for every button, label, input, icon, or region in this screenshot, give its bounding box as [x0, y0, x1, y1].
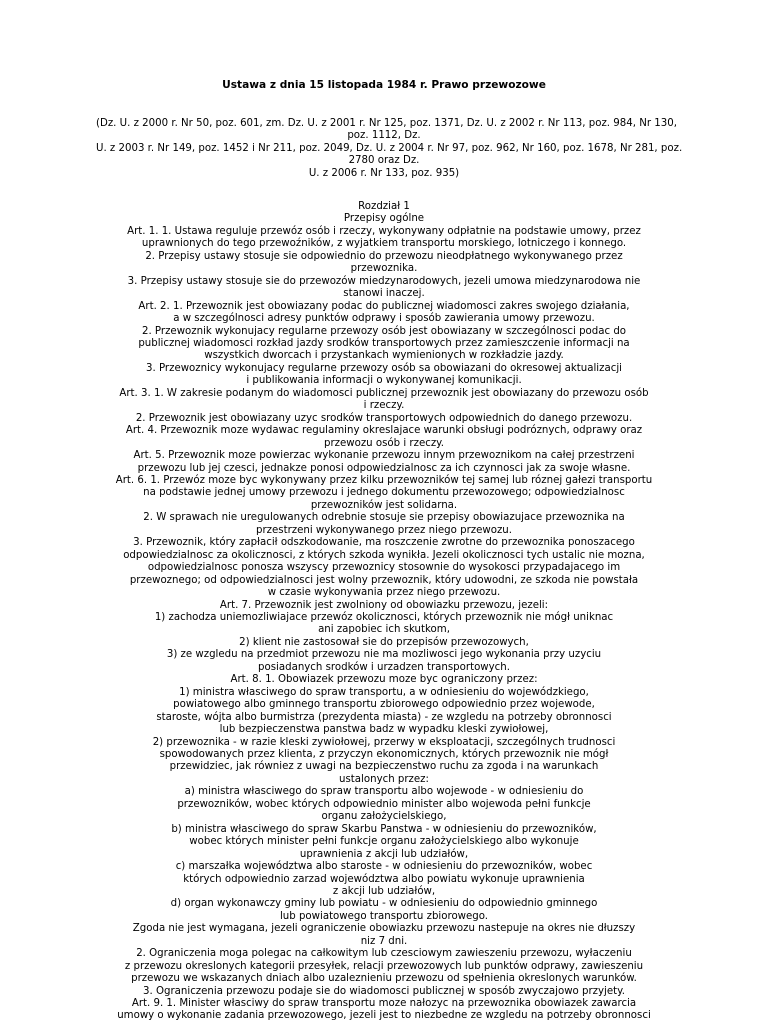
body-line: Art. 5. Przewoznik moze powierzac wykonanie przewozu innym przewoznikom na całej przestrzeni [133, 450, 635, 462]
body-line: Art. 7. Przewoznik jest zwolniony od obowiazku przewozu, jezeli: [219, 599, 549, 611]
body-line: 2. Przepisy ustawy stosuje sie odpowiednio do przewozu nieodpłatnego wykonywanego przez [145, 250, 623, 262]
body-line: a w szczególnosci adresy punktów odprawy i sposób zawierania umowy przewozu. [173, 313, 595, 325]
body-line: przewozu osób i rzeczy. [324, 437, 444, 449]
body-line: i rzeczy. [363, 400, 405, 412]
body-line: przewozników jest solidarna. [310, 499, 458, 511]
body-line: stanowi inaczej. [343, 288, 425, 300]
body-line: umowy o wykonanie zadania przewozowego, jezeli jest to niezbedne ze wzgledu na potrzeby obronnosci [117, 1010, 651, 1022]
body-line: ustalonych przez: [339, 773, 429, 785]
body-line: staroste, wójta albo burmistrza (prezydenta miasta) - ze wzgledu na potrzeby obronnosci [156, 711, 612, 723]
document-body [96, 201, 672, 1023]
body-line: Przepisy ogólne [343, 213, 425, 225]
body-line: na podstawie jednej umowy przewozu i jednego dokumentu przewozowego; odpowiedzialnosc [143, 487, 625, 499]
body-line: niz 7 dni. [360, 935, 408, 947]
body-line: b) ministra własciwego do spraw Skarbu Panstwa - w odniesieniu do przewozników, [171, 823, 597, 835]
body-line: lub powiatowego transportu zbiorowego. [279, 910, 489, 922]
body-line: posiadanych srodków i urzadzen transportowych. [258, 661, 510, 673]
body-line: odpowiedzialnosc ponosza wszyscy przewoznicy stosownie do wysokosci przypadajacego im [147, 562, 621, 574]
body-line: 2. Ograniczenia moga polegac na całkowitym lub czesciowym zawieszeniu przewozu, wyłaczeniu [136, 948, 632, 960]
body-line: Art. 4. Przewoznik moze wydawac regulaminy okreslajace warunki obsługi podróznych, odprawy oraz [125, 425, 643, 437]
body-line: których odpowiednio zarzad województwa albo powiatu wykonuje uprawnienia [183, 873, 585, 885]
body-line: przewoznika. [350, 263, 418, 275]
source-line: U. z 2006 r. Nr 133, poz. 935) [308, 167, 460, 179]
body-line: z akcji lub udziałów, [332, 885, 436, 897]
body-line: Art. 9. 1. Minister własciwy do spraw transportu moze nałozyc na przewoznika obowiazek zawarcia [131, 998, 637, 1010]
body-line: d) organ wykonawczy gminy lub powiatu - w odniesieniu do odpowiednio gminnego [170, 898, 598, 910]
body-line: i publikowania informacji o wykonywanej komunikacji. [246, 375, 522, 387]
body-line: przewozu lub jej czesci, jednakze ponosi odpowiedzialnosc za ich czynnosci jak za swoje własne. [137, 462, 631, 474]
source-line: poz. 1112, Dz. [347, 130, 421, 142]
body-line: przewozu we wskazanych dniach albo uzaleznieniu przewozu od spełnienia okreslonych warunków. [131, 973, 637, 985]
body-line: publicznej wiadomosci rozkład jazdy srodków transportowych przez zamieszczenie informacji na [138, 338, 630, 350]
body-line: 2. Przewoznik jest obowiazany uzyc srodków transportowych odpowiednich do danego przewozu. [135, 412, 633, 424]
body-line: 2. Przewoznik wykonujacy regularne przewozy osób jest obowiazany w szczególnosci podac do [141, 325, 627, 337]
body-line: odpowiedzialnosc za okolicznosci, z których szkoda wynikła. Jezeli okolicznosci tych ustalic nie mozna, [123, 549, 645, 561]
source-line: (Dz. U. z 2000 r. Nr 50, poz. 601, zm. Dz. U. z 2001 r. Nr 125, poz. 1371, Dz. U. z 2002 r. Nr 113, poz. 984, Nr 130, [96, 118, 677, 129]
body-line: uprawnionych do tego przewoźników, z wyjatkiem transportu morskiego, lotniczego i konnego. [141, 238, 627, 250]
body-line: 1) ministra własciwego do spraw transportu, a w odniesieniu do wojewódzkiego, [179, 686, 589, 698]
body-line: z przewozu okreslonych kategorii przesyłek, relacji przewozowych lub punktów odprawy, zawieszeniu [124, 960, 644, 972]
body-line: 3) ze wzgledu na przedmiot przewozu nie ma mozliwosci jego wykonania przy uzyciu [166, 649, 602, 661]
body-line: przestrzeni wykonywanego przez niego przewozu. [256, 524, 512, 536]
body-line: 3. Przewoznik, który zapłacił odszkodowanie, ma roszczenie zwrotne do przewoznika ponoszacego [133, 537, 635, 549]
body-line: Art. 1. 1. Ustawa reguluje przewóz osób i rzeczy, wykonywany odpłatnie na podstawie umowy, przez [127, 225, 641, 237]
body-line: powiatowego albo gminnego transportu zbiorowego odpowiednio przez wojewode, [173, 699, 595, 711]
body-line: uprawnienia z akcji lub udziałów, [299, 848, 469, 860]
body-line: a) ministra własciwego do spraw transportu albo wojewode - w odniesieniu do [184, 786, 584, 798]
body-line: przewidziec, jak równiez z uwagi na bezpieczenstwo ruchu za zgoda i na warunkach [169, 761, 599, 773]
source-line: U. z 2003 r. Nr 149, poz. 1452 i Nr 211, poz. 2049, Dz. U. z 2004 r. Nr 97, poz. 962, Nr 160, poz. 1678, Nr 281, poz. [96, 142, 683, 154]
source-citation [96, 118, 683, 180]
body-line: ani zapobiec ich skutkom, [318, 624, 450, 636]
body-line: w czasie wykonywania przez niego przewozu. [267, 587, 501, 599]
body-line: Art. 2. 1. Przewoznik jest obowiazany podac do publicznej wiadomosci zakres swojego działania, [138, 300, 630, 312]
body-line: c) marszałka województwa albo staroste - w odniesieniu do przewozników, wobec [175, 861, 593, 873]
body-line: spowodowanych przez klienta, z przyczyn ekonomicznych, których przewoznik nie mógł [159, 748, 609, 760]
body-line: Art. 8. 1. Obowiazek przewozu moze byc ograniczony przez: [230, 674, 538, 686]
body-line: Art. 6. 1. Przewóz moze byc wykonywany przez kilku przewozników tej samej lub róznej gałezi transportu [115, 475, 653, 486]
body-line: wobec których minister pełni funkcje organu założycielskiego albo wykonuje [189, 836, 579, 848]
body-line: przewozników, wobec których odpowiednio minister albo wojewoda pełni funkcje [177, 798, 591, 810]
body-line: 1) zachodza uniemozliwiajace przewóz okolicznosci, których przewoznik nie mógł uniknac [154, 611, 614, 623]
source-line: 2780 oraz Dz. [348, 155, 420, 167]
body-line: przewoznego; od odpowiedzialnosci jest wolny przewoznik, który udowodni, ze szkoda nie powstała [129, 574, 639, 586]
body-line: 2. W sprawach nie uregulowanych odrebnie stosuje sie przepisy obowiazujace przewoznika na [143, 512, 625, 524]
body-line: organu założycielskiego, [321, 811, 447, 823]
body-line: Art. 3. 1. W zakresie podanym do wiadomosci publicznej przewoznik jest obowiazany do przewozu osób [119, 387, 649, 399]
document-title: Ustawa z dnia 15 listopada 1984 r. Prawo przewozowe [222, 79, 546, 91]
body-line: Zgoda nie jest wymagana, jezeli ograniczenie obowiazku przewozu nastepuje na okres nie dłuzszy [132, 923, 636, 935]
body-line: Rozdział 1 [358, 201, 410, 213]
body-line: 3. Ograniczenia przewozu podaje sie do wiadomosci publicznej w sposób zwyczajowo przyjety. [143, 985, 625, 997]
body-line: 3. Przepisy ustawy stosuje sie do przewozów miedzynarodowych, jezeli umowa miedzynarodowa nie [127, 275, 641, 287]
body-line: lub bezpieczenstwa panstwa badz w wypadku kleski zywiołowej, [219, 724, 549, 736]
body-line: 2) przewoznika - w razie kleski zywiołowej, przerwy w eksploatacji, szczególnych trudnosci [152, 736, 616, 748]
body-line: 3. Przewoznicy wykonujacy regularne przewozy osób sa obowiazani do okresowej aktualizacji [145, 362, 622, 374]
body-line: 2) klient nie zastosował sie do przepisów przewozowych, [239, 636, 529, 648]
body-line: wszystkich dworcach i przystankach wymienionych w rozkładzie jazdy. [204, 350, 564, 362]
